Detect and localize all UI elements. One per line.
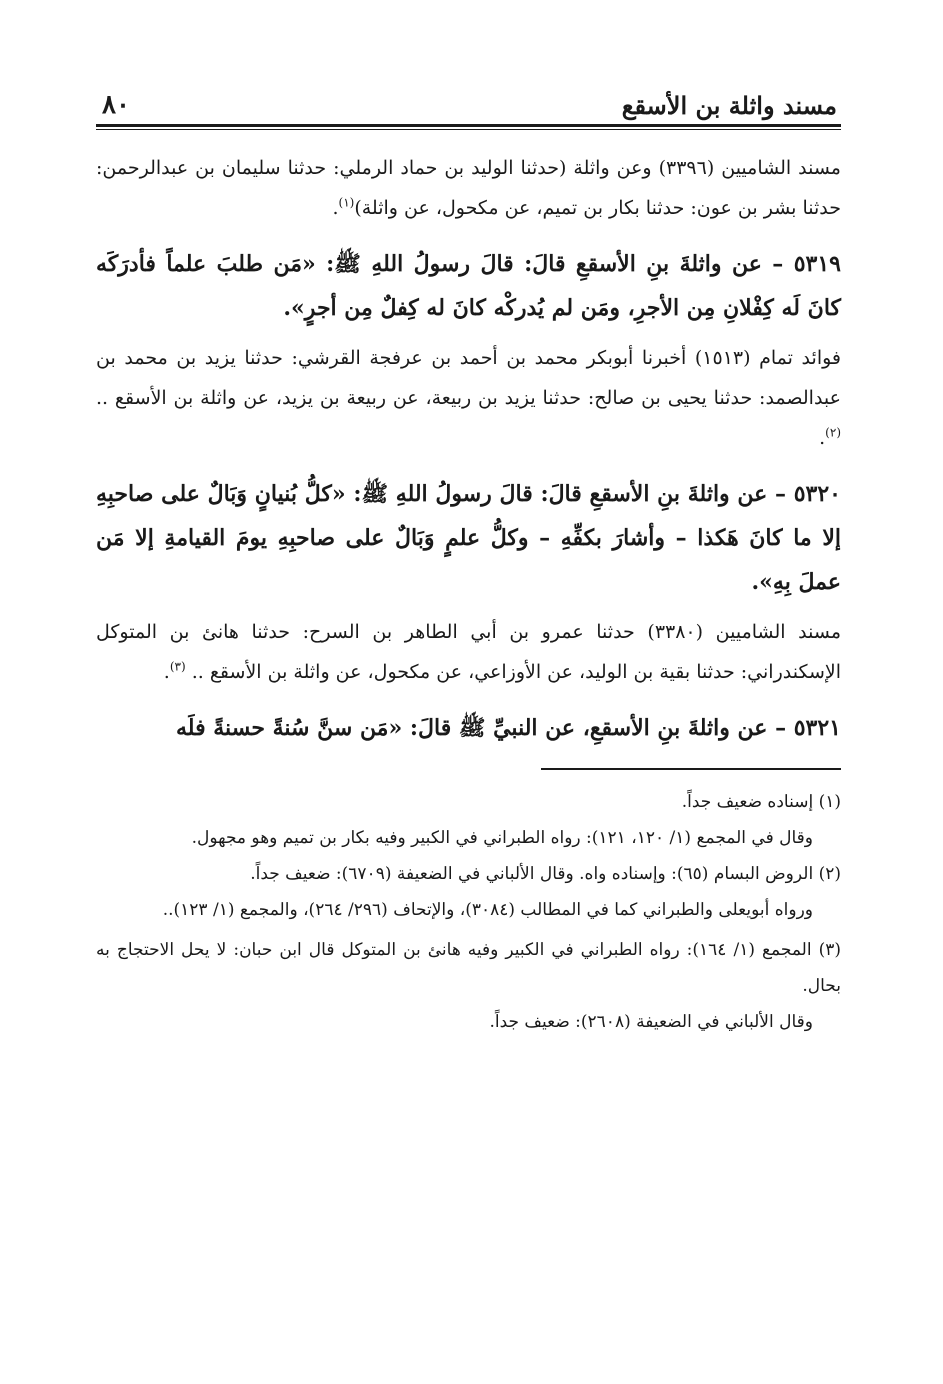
source-text-1: مسند الشاميين (٣٣٩٦) وعن واثلة (حدثنا الوليد بن حماد الرملي: حدثنا سليمان بن عبدالرحمن: حدثنا بشر بن عون: حدثنا بكار بن تميم، عن مكحول، عن واثلة) <box>96 157 841 219</box>
footnotes <box>96 784 841 1040</box>
page-header <box>96 78 841 118</box>
footnote-separator <box>541 768 841 770</box>
footnote-ref-3: (٣) <box>169 659 186 674</box>
book-page <box>96 78 841 1040</box>
source-paragraph-2 <box>96 338 841 458</box>
footnote-1-continued: وقال في المجمع (١/ ١٢٠، ١٢١): رواه الطبراني في الكبير وفيه بكار بن تميم وهو مجهول. <box>191 828 813 848</box>
hadith-5320: ٥٣٢٠ – عن واثلةَ بنِ الأسقعِ قالَ: قالَ رسولُ اللهِ ﷺ: «كلُّ بُنيانٍ وَبَالٌ على صاحبِهِ إلا ما كانَ هَكذا – وأشارَ بكفِّهِ – وكلُّ علمٍ وَبَالٌ على صاحبِهِ يومَ القيامةِ إلا مَن عملَ بِهِ». <box>96 481 841 595</box>
source-text-3: مسند الشاميين (٣٣٨٠) حدثنا عمرو بن أبي الطاهر بن السرح: حدثنا هانئ بن المتوكل الإسكندراني: حدثنا بقية بن الوليد، عن الأوزاعي، عن مكحول، عن واثلة بن الأسقع .. <box>96 621 842 683</box>
footnote-ref-1: (١) <box>338 195 355 210</box>
footnote-3-continued: وقال الألباني في الضعيفة (٢٦٠٨): ضعيف جداً. <box>489 1012 813 1032</box>
source-paragraph-3 <box>96 612 841 692</box>
running-title: مسند واثلة بن الأسقع <box>621 91 837 120</box>
header-rule-thin <box>96 129 841 130</box>
footnote-ref-2: (٢) <box>825 425 841 440</box>
source-text-2: فوائد تمام (١٥١٣) أخبرنا أبوبكر محمد بن أحمد بن عرفجة القرشي: حدثنا يزيد بن محمد بن عبدالصمد: حدثنا يحيى بن صالح: حدثنا يزيد بن ربيعة، عن ربيعة بن يزيد، عن واثلة بن الأسقع .. <box>96 347 841 409</box>
source-end-2: . <box>819 427 826 449</box>
page-number: ٨٠ <box>102 90 130 120</box>
hadith-5321: ٥٣٢١ – عن واثلةَ بنِ الأسقعِ، عن النبيِّ ﷺ قالَ: «مَن سنَّ سُنةً حسنةً فلَه <box>176 715 841 741</box>
header-rule-thick <box>96 124 841 127</box>
footnote-1: (١) إسناده ضعيف جداً. <box>681 792 841 812</box>
main-text <box>96 148 841 750</box>
source-end-1: . <box>332 197 339 219</box>
source-end-3: . <box>163 661 170 683</box>
footnote-2-continued: ورواه أبويعلى والطبراني كما في المطالب (٣٠٨٤)، والإتحاف (٢٩٦/ ٢٦٤)، والمجمع (١/ ١٢٣).. <box>162 900 813 920</box>
footnote-3: (٣) المجمع (١/ ١٦٤): رواه الطبراني في الكبير وفيه هانئ بن المتوكل قال ابن حبان: لا يحل الاحتجاج به بحال. <box>96 940 841 996</box>
hadith-5319: ٥٣١٩ – عن واثلةَ بنِ الأسقعِ قالَ: قالَ رسولُ اللهِ ﷺ: «مَن طلبَ علماً فأدرَكَه كانَ لَه كِفْلانِ مِن الأجرِ، ومَن لم يُدركْه كانَ له كِفلٌ مِن أجرٍ». <box>96 251 841 321</box>
source-paragraph-1 <box>96 148 841 228</box>
footnote-2: (٢) الروض البسام (٦٥): وإسناده واه. وقال الألباني في الضعيفة (٦٧٠٩): ضعيف جداً. <box>250 864 841 884</box>
